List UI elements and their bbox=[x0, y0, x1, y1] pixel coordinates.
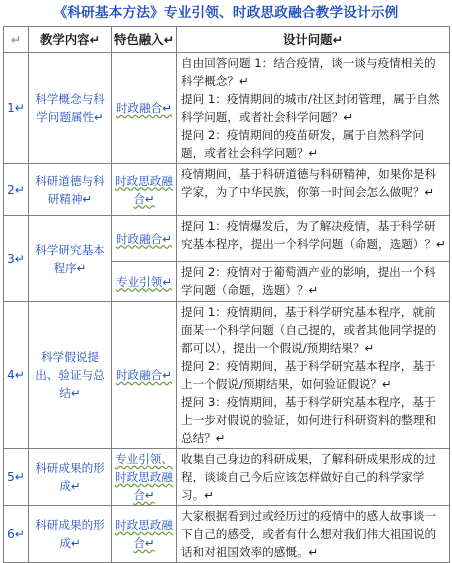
design-question: 提问 1：疫情爆发后，为了解决疫情，基于科学研究基本程序，提出一个科学问题（命题，选题）？↵ bbox=[177, 216, 450, 262]
header-feature: 特色融入↵ bbox=[112, 27, 177, 53]
header-content: 教学内容↵ bbox=[29, 27, 112, 53]
lesson-design-table bbox=[3, 26, 450, 563]
table-row bbox=[4, 216, 450, 262]
row-number: 1↵ bbox=[4, 53, 29, 164]
row-number: 4↵ bbox=[4, 302, 29, 449]
design-question: 自由回答问题 1：结合疫情，谈一谈与疫情相关的科学概念？↵ 提问 1：疫情期间的城市/社区封闭管理，属于自然科学问题，或者社会科学问题？↵ 提问 2：疫情期间的疫苗研发，属于自然科学问题，或者社会科学问题？↵ bbox=[177, 53, 450, 164]
feature-tag: 时政思政融合↵ bbox=[112, 506, 177, 563]
teaching-content: 科学假说提出、验证与总结↵ bbox=[29, 302, 112, 449]
teaching-content: 科学研究基本程序↵ bbox=[29, 216, 112, 302]
document-title: 《科研基本方法》专业引领、时政思政融合教学设计示例 bbox=[53, 5, 399, 21]
header-row bbox=[4, 27, 450, 53]
feature-tag: 时政融合↵ bbox=[112, 302, 177, 449]
feature-tag: 专业引领、时政思政融合↵ bbox=[112, 449, 177, 506]
design-question: 疫情期间，基于科研道德与科研精神，如果你是科学家，为了中华民族，你第一时间会怎么做呢？↵ bbox=[177, 164, 450, 216]
feature-tag: 专业引领↵ bbox=[112, 262, 177, 302]
design-question: 提问 1：疫情期间，基于科学研究基本程序，就前面某一个科学问题（自己提的，或者其他同学提的都可以），提出一个假说/预期结果？↵ 提问 2：疫情期间，基于科学研究基本程序，基于上一个假说/预期结果，如何验证假说？↵ 提问 3：疫情期间，基于科学研究基本程序，基于上一步对假说的验证，如何进行科研资料的整理和总结？↵ bbox=[177, 302, 450, 449]
design-question: 收集自己身边的科研成果，了解科研成果形成的过程，谈谈自己今后应该怎样做好自己的科学家学习。↵ bbox=[177, 449, 450, 506]
teaching-content: 科研道德与科研精神↵ bbox=[29, 164, 112, 216]
row-number: 5↵ bbox=[4, 449, 29, 506]
row-number: 2↵ bbox=[4, 164, 29, 216]
header-mark: ↵ bbox=[4, 27, 29, 53]
design-question: 提问 2：疫情对于葡萄酒产业的影响，提出一个科学问题（命题，选题）？↵ bbox=[177, 262, 450, 302]
row-number: 6↵ bbox=[4, 506, 29, 563]
teaching-content: 科学概念与科学问题属性↵ bbox=[29, 53, 112, 164]
design-question: 大家根据看到过或经历过的疫情中的感人故事谈一下自己的感受，或者有什么想对我们伟大祖国说的话和对祖国效率的感慨。↵ bbox=[177, 506, 450, 563]
teaching-content: 科研成果的形成↵ bbox=[29, 506, 112, 563]
table-row bbox=[4, 449, 450, 506]
header-design: 设计问题↵ bbox=[177, 27, 450, 53]
table-row bbox=[4, 302, 450, 449]
feature-tag: 时政思政融合↵ bbox=[112, 164, 177, 216]
teaching-content: 科研成果的形成↵ bbox=[29, 449, 112, 506]
table-row bbox=[4, 506, 450, 563]
feature-tag: 时政融合↵ bbox=[112, 53, 177, 164]
table-row bbox=[4, 164, 450, 216]
row-number: 3↵ bbox=[4, 216, 29, 302]
table-row bbox=[4, 53, 450, 164]
feature-tag: 时政融合↵ bbox=[112, 216, 177, 262]
